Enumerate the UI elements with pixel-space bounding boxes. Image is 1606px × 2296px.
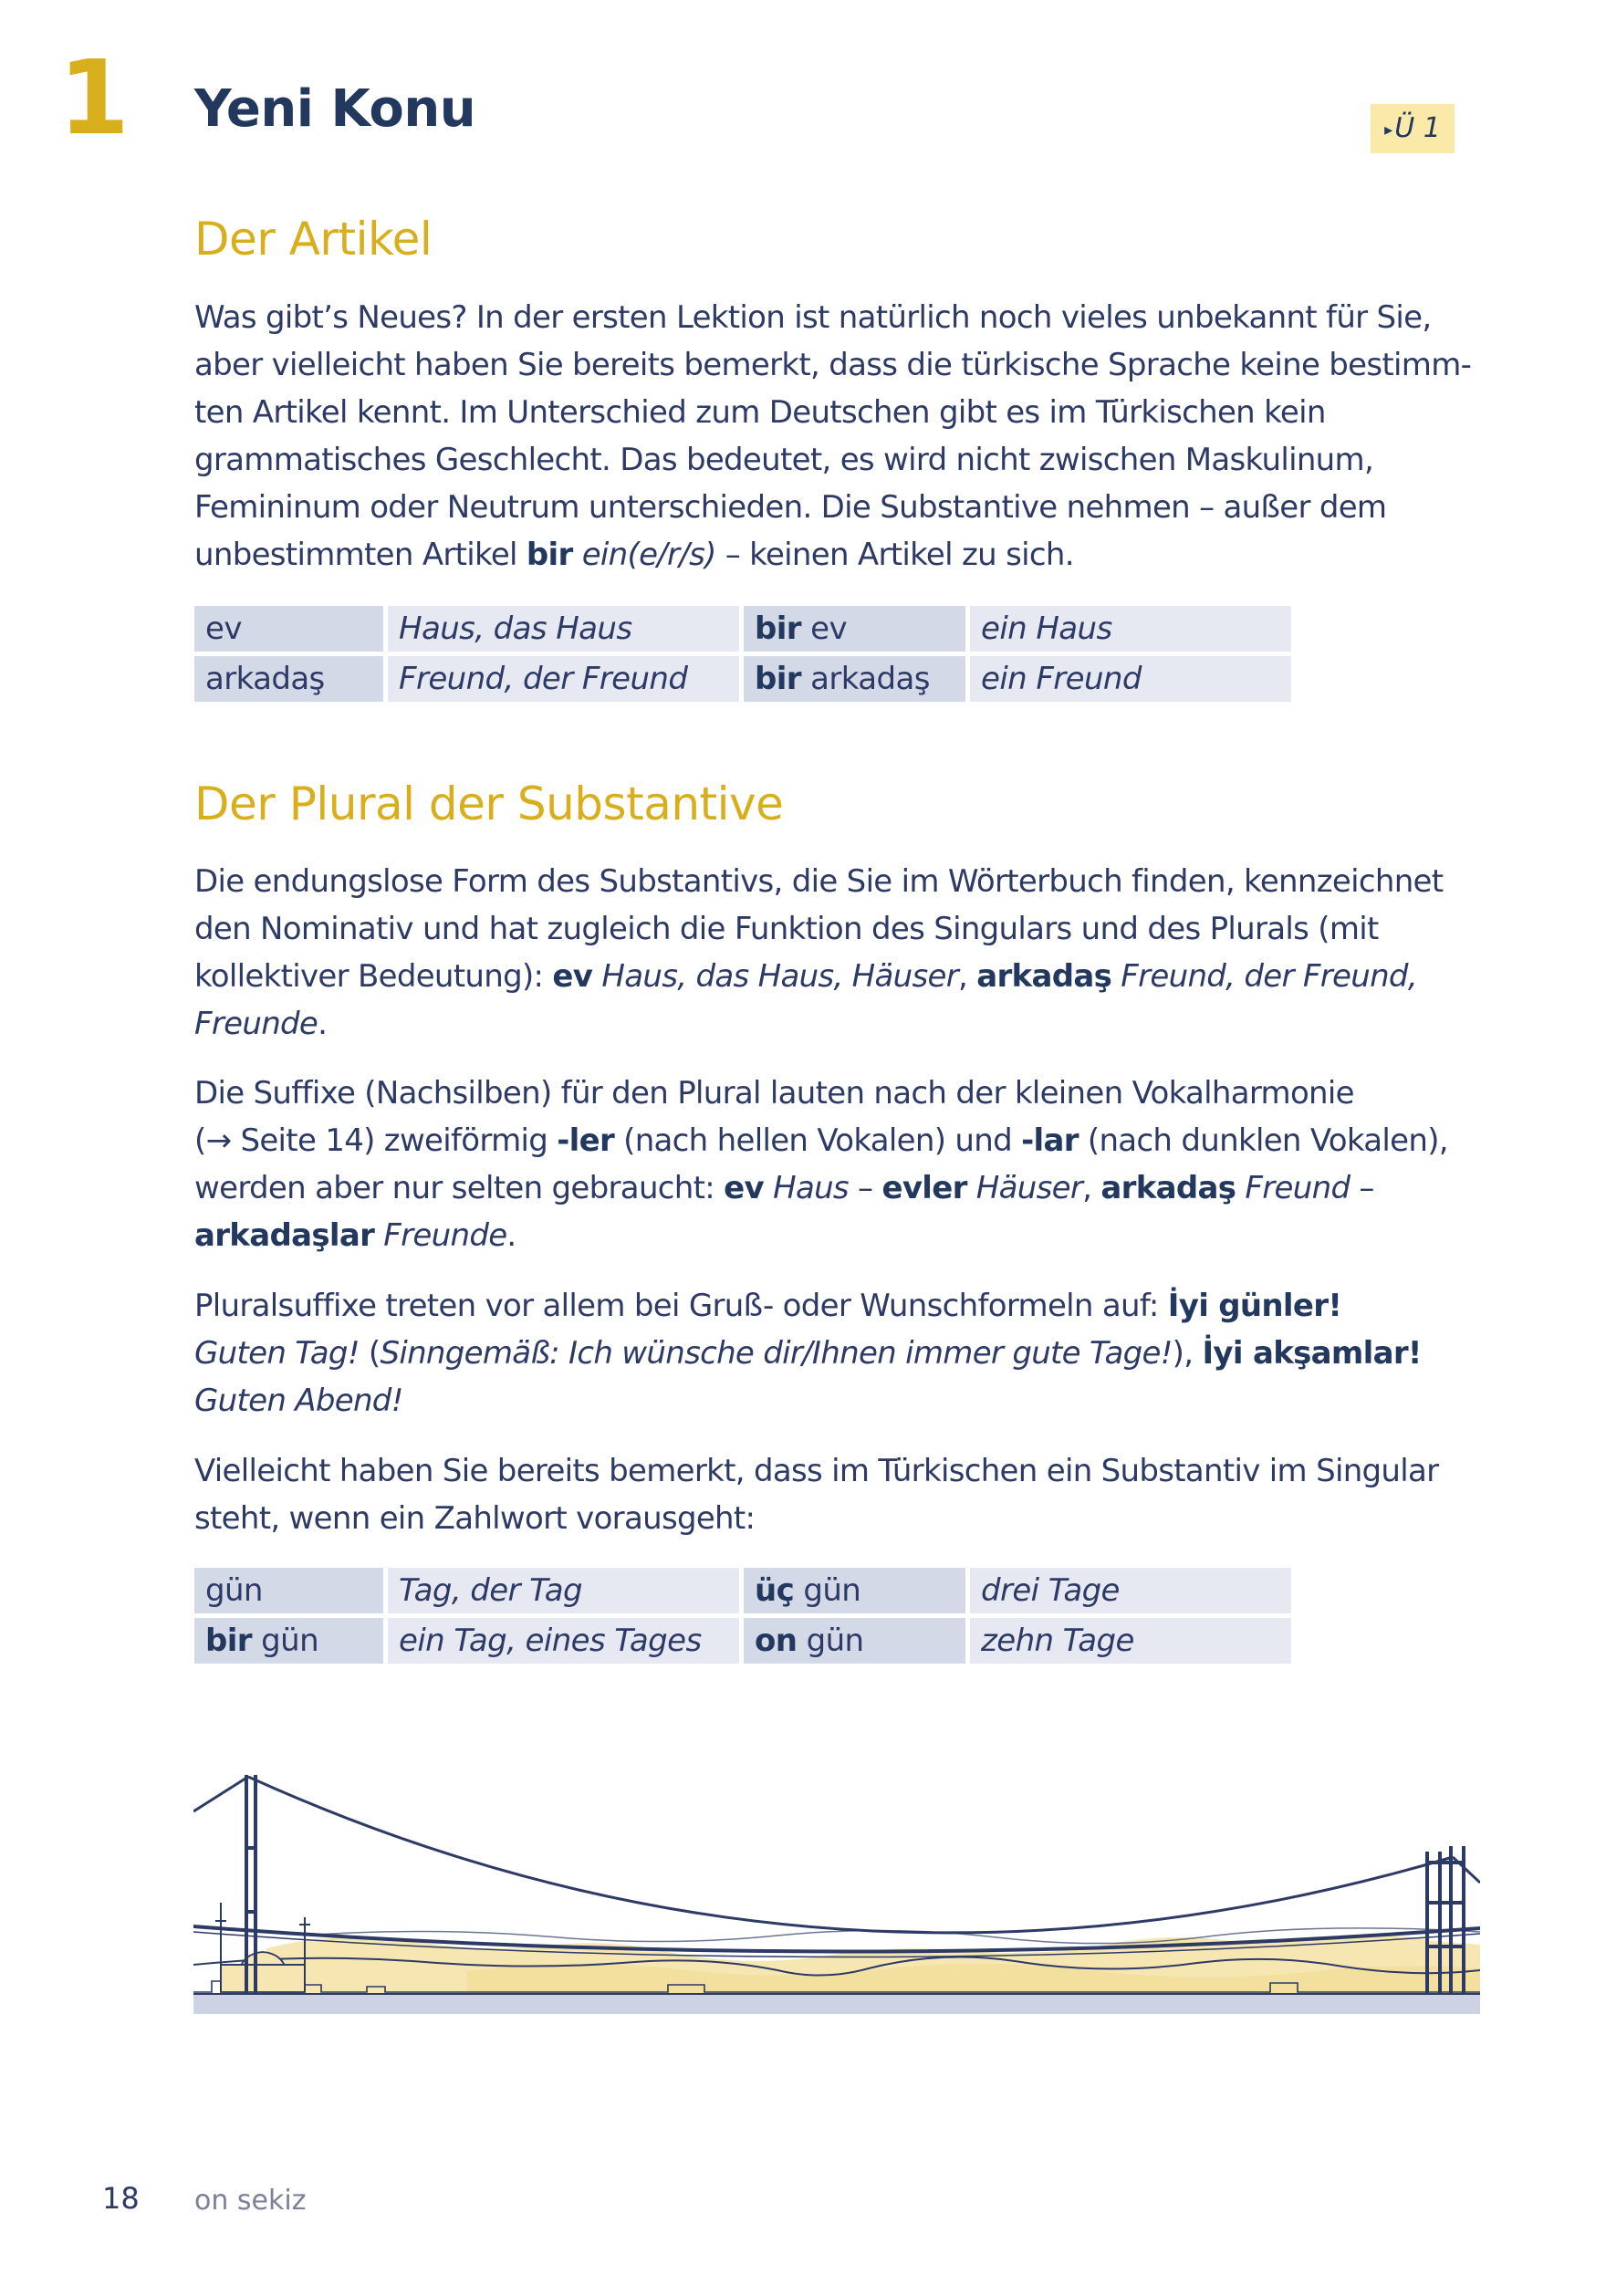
table-cell: ev bbox=[194, 606, 383, 652]
table-cell: Haus, das Haus bbox=[388, 606, 739, 652]
text-line: Guten Abend! bbox=[194, 1383, 403, 1419]
play-triangle-icon: ▸ bbox=[1384, 120, 1393, 140]
text-line: ten Artikel kennt. Im Unterschied zum Deutschen gibt es im Türkischen kein bbox=[194, 394, 1326, 431]
table-cell: arkadaş bbox=[194, 656, 383, 702]
plural-paragraph-4 bbox=[194, 1447, 1490, 1542]
table-cell: Freund, der Freund bbox=[388, 656, 739, 702]
text-line: kollektiver Bedeutung): ev Haus, das Haus, Häuser, arkadaş Freund, der Freund, bbox=[194, 958, 1417, 995]
exercise-reference-label: Ü 1 bbox=[1394, 112, 1441, 144]
plural-paragraph-3 bbox=[194, 1282, 1490, 1425]
table-cell: ein Freund bbox=[970, 656, 1291, 702]
chapter-number: 1 bbox=[58, 39, 130, 158]
page-number-word: on sekiz bbox=[194, 2185, 307, 2217]
table-cell: ein Haus bbox=[970, 606, 1291, 652]
table-cell: Tag, der Tag bbox=[388, 1568, 739, 1613]
text-line: Femininum oder Neutrum unterschieden. Die Substantive nehmen – außer dem bbox=[194, 489, 1387, 526]
text-line: Vielleicht haben Sie bereits bemerkt, dass im Türkischen ein Substantiv im Singular bbox=[194, 1453, 1439, 1489]
text-line: Die Suffixe (Nachsilben) für den Plural lauten nach der kleinen Vokalharmonie bbox=[194, 1075, 1354, 1111]
text-line: grammatisches Geschlecht. Das bedeutet, es wird nicht zwischen Maskulinum, bbox=[194, 442, 1374, 478]
text-line: Die endungslose Form des Substantivs, die Sie im Wörterbuch finden, kennzeichnet bbox=[194, 863, 1444, 900]
text-line: steht, wenn ein Zahlwort vorausgeht: bbox=[194, 1500, 756, 1537]
text-line: (→ Seite 14) zweiförmig -ler (nach hellen Vokalen) und -lar (nach dunklen Vokalen), bbox=[194, 1122, 1448, 1159]
table-cell: bir gün bbox=[194, 1618, 383, 1664]
text-line: werden aber nur selten gebraucht: ev Haus – evler Häuser, arkadaş Freund – bbox=[194, 1170, 1374, 1206]
bosphorus-bridge-illustration bbox=[193, 1775, 1480, 2044]
exercise-reference-tag[interactable] bbox=[1371, 104, 1455, 153]
section-heading-article: Der Artikel bbox=[194, 213, 433, 266]
table-cell: ein Tag, eines Tages bbox=[388, 1618, 739, 1664]
text-line: Was gibt’s Neues? In der ersten Lektion ist natürlich noch vieles unbekannt für Sie, bbox=[194, 299, 1432, 336]
section-heading-plural: Der Plural der Substantive bbox=[194, 778, 784, 830]
table-cell: drei Tage bbox=[970, 1568, 1291, 1613]
text-line: unbestimmten Artikel bir ein(e/r/s) – keinen Artikel zu sich. bbox=[194, 537, 1074, 573]
text-line: den Nominativ und hat zugleich die Funktion des Singulars und des Plurals (mit bbox=[194, 911, 1379, 947]
article-paragraph bbox=[194, 294, 1490, 579]
text-line: arkadaşlar Freunde. bbox=[194, 1217, 516, 1254]
plural-paragraph-1 bbox=[194, 858, 1490, 1048]
table-cell: bir ev bbox=[744, 606, 965, 652]
table-cell: üç gün bbox=[744, 1568, 965, 1613]
page-number: 18 bbox=[102, 2181, 140, 2216]
table-cell: zehn Tage bbox=[970, 1618, 1291, 1664]
table-cell: on gün bbox=[744, 1618, 965, 1664]
text-line: Pluralsuffixe treten vor allem bei Gruß- oder Wunschformeln auf: İyi günler! bbox=[194, 1288, 1342, 1324]
table-cell: gün bbox=[194, 1568, 383, 1613]
plural-paragraph-2 bbox=[194, 1070, 1490, 1259]
text-line: aber vielleicht haben Sie bereits bemerkt, dass die türkische Sprache keine bestimm- bbox=[194, 347, 1472, 383]
lesson-title: Yeni Konu bbox=[194, 79, 476, 139]
text-line: Guten Tag! (Sinngemäß: Ich wünsche dir/Ihnen immer gute Tage!), İyi akşamlar! bbox=[194, 1335, 1422, 1372]
table-cell: bir arkadaş bbox=[744, 656, 965, 702]
text-line: Freunde. bbox=[194, 1006, 328, 1042]
